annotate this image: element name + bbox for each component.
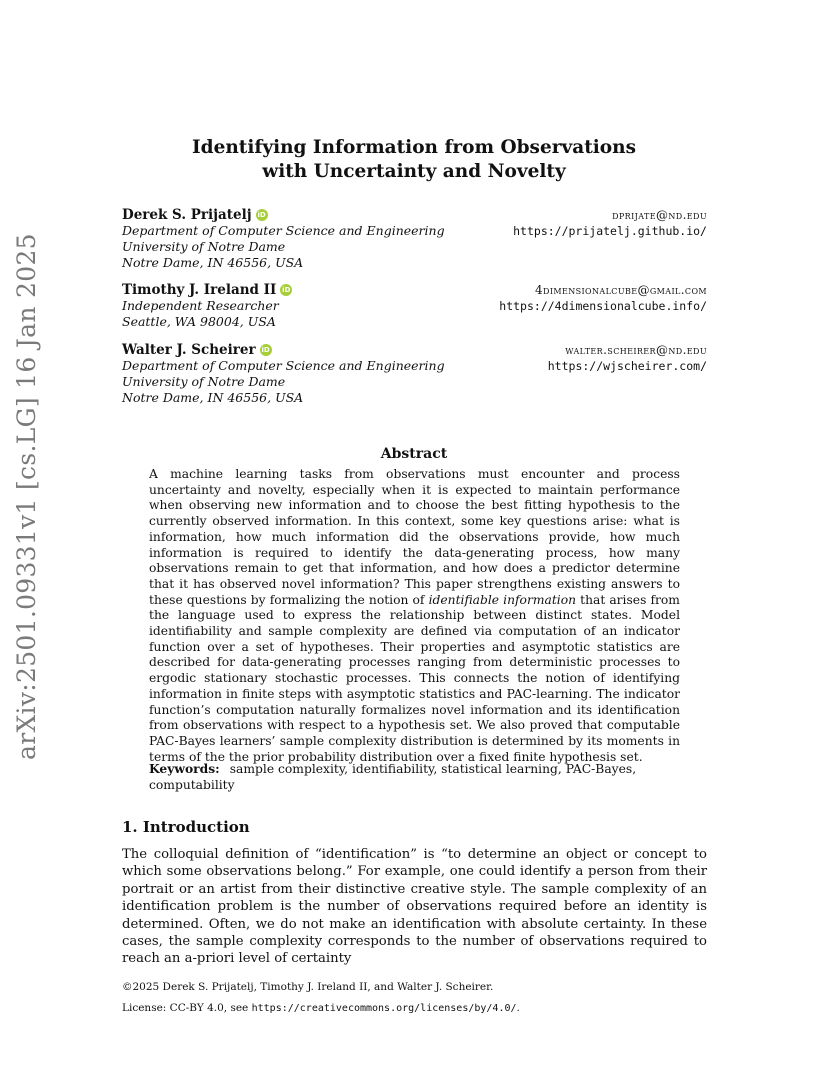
author-affiliation-line: Independent Researcher bbox=[122, 298, 279, 313]
author-email[interactable]: dprijate@nd.edu bbox=[612, 208, 707, 222]
orcid-icon[interactable]: iD bbox=[261, 346, 270, 354]
title-line-2: with Uncertainty and Novelty bbox=[262, 161, 566, 182]
footer-license bbox=[122, 1002, 712, 1014]
intro-paragraph: The colloquial definition of “identification” is “to determine an object or concept to which some observations belong.” For example, one could identify a person from their portrait or an artist from their distinctive creative style. The sample complexity of an identification problem is the number of observations required before an identity is determined. Often, we do not make an identification with absolute certainty. In these cases, the sample complexity corresponds to the number of observations required to reach an a-priori level of certainty bbox=[122, 847, 707, 967]
author-block-1 bbox=[122, 207, 707, 271]
author-name: Derek S. Prijatelj iD bbox=[122, 207, 266, 223]
abstract-text: A machine learning tasks from observations must encounter and process uncertainty and novelty, especially when it is expected to maintain performance when observing new information and to choose the best fitting hypothesis to the currently observed information. In this context, some key questions arise: what is information, how much information did the observations provide, how much information is required to identify the data-generating process, how many observations remain to get that information, and how does a predictor determine that it has observed novel information? This paper strengthens existing answers to these questions by formalizing the notion of bbox=[149, 467, 680, 607]
author-affiliation-line: University of Notre Dame bbox=[122, 374, 286, 389]
author-name: Timothy J. Ireland II iD bbox=[122, 282, 291, 298]
author-name: Walter J. Scheirer iD bbox=[122, 342, 270, 358]
author-url[interactable]: https://prijatelj.github.io/ bbox=[513, 224, 707, 238]
author-url[interactable]: https://4dimensionalcube.info/ bbox=[499, 299, 707, 313]
license-suffix: . bbox=[516, 1002, 520, 1014]
abstract-text: that arises from the language used to express the relationship between distinct states. Model identifiability and sample complexity are defined via computation of an indicator function over a set of hypotheses. Their properties and asymptotic statistics are described for data-generating processes ranging from deterministic processes to ergodic stationary stochastic processes. This connects the notion of identifying information in finite steps with asymptotic statistics and PAC-learning. The indicator function’s computation naturally formalizes novel information and its identification from observations with respect to a hypothesis set. We also proved that computable PAC-Bayes learners’ sample complexity distribution is determined by its moments in terms of the the prior probability distribution over a fixed finite hypothesis set. bbox=[149, 592, 680, 764]
author-email[interactable]: walter.scheirer@nd.edu bbox=[565, 343, 707, 357]
author-block-2 bbox=[122, 282, 707, 330]
author-affiliation-line: University of Notre Dame bbox=[122, 239, 286, 254]
arxiv-identifier: arXiv:2501.09331v1 [cs.LG] 16 Jan 2025 bbox=[12, 233, 41, 760]
author-affiliation-line: Seattle, WA 98004, USA bbox=[122, 314, 276, 329]
section-heading: 1. Introduction bbox=[122, 818, 250, 836]
license-prefix: License: CC-BY 4.0, see bbox=[122, 1002, 252, 1014]
keywords bbox=[149, 761, 680, 793]
license-url[interactable]: https://creativecommons.org/licenses/by/4.0/ bbox=[251, 1003, 517, 1014]
title-line-1: Identifying Information from Observations bbox=[191, 137, 637, 158]
abstract-heading: Abstract bbox=[380, 446, 448, 462]
author-affiliation-line: Notre Dame, IN 46556, USA bbox=[122, 390, 304, 405]
footer-copyright: ©2025 Derek S. Prijatelj, Timothy J. Ireland II, and Walter J. Scheirer. bbox=[122, 981, 494, 993]
orcid-icon[interactable]: iD bbox=[257, 211, 266, 219]
author-url[interactable]: https://wjscheirer.com/ bbox=[547, 359, 707, 373]
orcid-icon[interactable]: iD bbox=[282, 286, 291, 294]
abstract-body bbox=[149, 467, 680, 765]
keywords-list: sample complexity, identifiability, statistical learning, PAC-Bayes, computability bbox=[149, 762, 637, 792]
author-affiliation-line: Notre Dame, IN 46556, USA bbox=[122, 255, 304, 270]
author-affiliation-line: Department of Computer Science and Engineering bbox=[122, 223, 445, 238]
author-email[interactable]: 4dimensionalcube@gmail.com bbox=[534, 283, 707, 297]
abstract-emphasis: identifiable information bbox=[428, 592, 577, 607]
author-affiliation-line: Department of Computer Science and Engineering bbox=[122, 358, 445, 373]
author-block-3 bbox=[122, 342, 707, 406]
keywords-label: Keywords: bbox=[149, 761, 220, 776]
paper-title bbox=[0, 136, 828, 184]
